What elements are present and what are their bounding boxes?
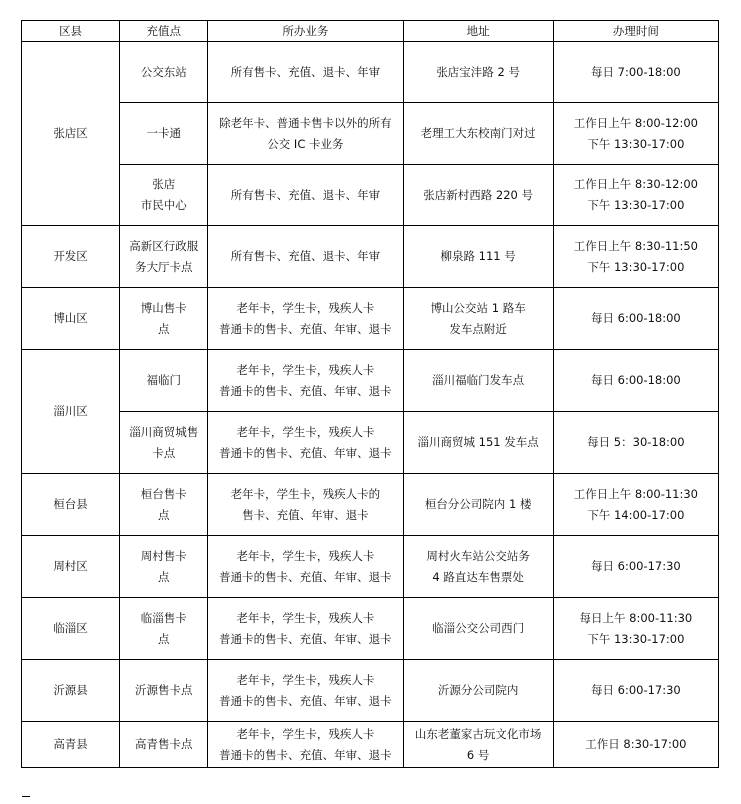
hours-cell-line: 下午 13:30-17:00 — [587, 631, 685, 646]
point-cell-line: 务大厅卡点 — [134, 259, 193, 274]
address-cell — [403, 412, 553, 474]
business-cell-line: 普通卡的售卡、充值、年审、退卡 — [219, 631, 392, 646]
hours-cell-line: 每日 5：30-18:00 — [587, 435, 685, 449]
table-body — [22, 42, 719, 768]
hours-cell — [553, 474, 718, 536]
address-cell-line: 张店宝沣路 2 号 — [436, 64, 520, 79]
hours-cell-line: 每日 6:00-17:30 — [590, 559, 681, 573]
table-row — [22, 536, 719, 598]
hours-cell-line: 每日上午 8:00-11:30 — [579, 610, 693, 625]
point-cell — [120, 165, 208, 226]
district-cell: 开发区 — [22, 226, 120, 288]
point-cell-line: 淄川商贸城售 — [129, 424, 199, 439]
hours-cell-line: 工作日 8:30-17:00 — [585, 737, 687, 751]
address-cell — [403, 350, 553, 412]
business-cell-line: 所有售卡、充值、退卡、年审 — [230, 249, 381, 263]
point-cell — [120, 288, 208, 350]
business-cell — [208, 103, 403, 165]
hours-cell — [553, 226, 718, 288]
point-cell — [120, 42, 208, 103]
point-cell — [120, 350, 208, 412]
business-cell-line: 老年卡，学生卡，残疾人卡 — [236, 362, 375, 377]
hours-cell — [553, 350, 718, 412]
business-cell-line: 所有售卡、充值、退卡、年审 — [230, 64, 381, 79]
hours-cell — [553, 412, 718, 474]
business-cell-line: 老年卡，学生卡，残疾人卡 — [236, 548, 375, 563]
business-cell-line: 普通卡的售卡、充值、年审、退卡 — [219, 383, 392, 398]
address-cell-line: 张店新村西路 220 号 — [423, 187, 534, 202]
district-cell: 沂源县 — [22, 660, 120, 722]
business-cell — [208, 42, 403, 103]
point-cell-line: 卡点 — [152, 445, 176, 460]
business-cell-line: 老年卡，学生卡，残疾人卡 — [236, 424, 375, 439]
table-row — [22, 226, 719, 288]
business-cell — [208, 474, 403, 536]
hours-cell — [553, 660, 718, 722]
business-cell-line: 售卡、充值、年审、退卡 — [242, 507, 369, 522]
point-cell-line: 点 — [157, 321, 170, 336]
business-cell-line: 除老年卡、普通卡售卡以外的所有 — [219, 115, 392, 130]
district-cell: 张店区 — [22, 42, 120, 226]
table-row — [22, 350, 719, 412]
hours-cell — [553, 42, 718, 103]
point-cell — [120, 412, 208, 474]
point-cell-line: 公交东站 — [140, 64, 187, 79]
business-cell — [208, 226, 403, 288]
hours-cell — [553, 103, 718, 165]
table-row — [22, 412, 719, 474]
business-cell — [208, 288, 403, 350]
page-corner-mark — [22, 796, 30, 797]
address-cell — [403, 103, 553, 165]
address-cell-line: 周村火车站公交站务 — [426, 548, 530, 563]
address-cell-line: 山东老董家古玩文化市场 — [414, 726, 542, 741]
business-cell-line: 老年卡，学生卡，残疾人卡 — [236, 672, 375, 687]
business-cell-line: 老年卡，学生卡，残疾人卡的 — [230, 486, 381, 501]
table-row — [22, 103, 719, 165]
header-point: 充值点 — [120, 21, 208, 42]
address-cell-line: 沂源分公司院内 — [437, 683, 519, 697]
hours-cell-line: 每日 6:00-18:00 — [590, 311, 681, 325]
business-cell-line: 普通卡的售卡、充值、年审、退卡 — [219, 693, 392, 708]
hours-cell-line: 工作日上午 8:00-12:00 — [573, 115, 698, 130]
point-cell-line: 点 — [157, 569, 170, 584]
address-cell — [403, 536, 553, 598]
business-cell — [208, 660, 403, 722]
point-cell-line: 沂源售卡点 — [134, 683, 193, 697]
point-cell-line: 点 — [157, 507, 170, 522]
table-row — [22, 165, 719, 226]
point-cell-line: 福临门 — [146, 373, 181, 387]
point-cell — [120, 722, 208, 768]
header-row — [22, 21, 719, 42]
point-cell-line: 博山售卡 — [140, 300, 187, 315]
business-cell-line: 普通卡的售卡、充值、年审、退卡 — [219, 445, 392, 460]
point-cell-line: 桓台售卡 — [140, 486, 187, 501]
district-cell: 临淄区 — [22, 598, 120, 660]
address-cell-line: 柳泉路 111 号 — [440, 249, 516, 263]
point-cell-line: 周村售卡 — [140, 548, 187, 563]
business-cell — [208, 598, 403, 660]
point-cell-line: 一卡通 — [146, 126, 181, 140]
address-cell — [403, 598, 553, 660]
point-cell — [120, 226, 208, 288]
hours-cell — [553, 722, 718, 768]
hours-cell-line: 工作日上午 8:30-12:00 — [573, 177, 698, 191]
hours-cell-line: 每日 7:00-18:00 — [590, 64, 681, 79]
address-cell-line: 临淄公交公司西门 — [432, 621, 525, 635]
table-row — [22, 722, 719, 768]
point-cell-line: 点 — [157, 631, 170, 646]
business-cell-line: 老年卡，学生卡，残疾人卡 — [236, 300, 375, 315]
address-cell-line: 淄川商贸城 151 发车点 — [417, 435, 539, 449]
address-cell — [403, 722, 553, 768]
address-cell — [403, 42, 553, 103]
header-district: 区县 — [22, 21, 120, 42]
business-cell-line: 普通卡的售卡、充值、年审、退卡 — [219, 747, 392, 762]
hours-cell — [553, 288, 718, 350]
district-cell: 博山区 — [22, 288, 120, 350]
address-cell — [403, 226, 553, 288]
address-cell-line: 发车点附近 — [449, 321, 507, 336]
business-cell-line: 所有售卡、充值、退卡、年审 — [230, 187, 381, 202]
hours-cell-line: 每日 6:00-18:00 — [590, 373, 681, 387]
table-row — [22, 660, 719, 722]
header-hours: 办理时间 — [553, 21, 718, 42]
address-cell-line: 博山公交站 1 路车 — [430, 300, 526, 315]
address-cell-line: 老理工大东校南门对过 — [420, 126, 536, 140]
business-cell-line: 老年卡，学生卡，残疾人卡 — [236, 610, 375, 625]
hours-cell-line: 下午 13:30-17:00 — [587, 198, 685, 212]
hours-cell — [553, 536, 718, 598]
point-cell-line: 市民中心 — [140, 198, 187, 212]
hours-cell-line: 下午 13:30-17:00 — [587, 259, 685, 274]
hours-cell — [553, 598, 718, 660]
district-cell: 桓台县 — [22, 474, 120, 536]
business-cell — [208, 722, 403, 768]
hours-cell-line: 下午 14:00-17:00 — [587, 507, 685, 522]
business-cell-line: 公交 IC 卡业务 — [267, 136, 344, 151]
header-business: 所办业务 — [208, 21, 403, 42]
table-row — [22, 598, 719, 660]
point-cell-line: 临淄售卡 — [140, 610, 187, 625]
service-points-table — [21, 20, 719, 768]
header-address: 地址 — [403, 21, 553, 42]
business-cell-line: 老年卡，学生卡，残疾人卡 — [236, 726, 375, 741]
hours-cell-line: 工作日上午 8:00-11:30 — [573, 486, 698, 501]
hours-cell — [553, 165, 718, 226]
address-cell — [403, 165, 553, 226]
table-row — [22, 288, 719, 350]
business-cell — [208, 350, 403, 412]
address-cell — [403, 288, 553, 350]
district-cell: 淄川区 — [22, 350, 120, 474]
business-cell-line: 普通卡的售卡、充值、年审、退卡 — [219, 569, 392, 584]
business-cell — [208, 536, 403, 598]
address-cell-line: 桓台分公司院内 1 楼 — [424, 497, 532, 511]
hours-cell-line: 工作日上午 8:30-11:50 — [573, 238, 698, 253]
point-cell — [120, 598, 208, 660]
address-cell — [403, 660, 553, 722]
point-cell — [120, 103, 208, 165]
point-cell-line: 张店 — [152, 177, 176, 191]
point-cell-line: 高青售卡点 — [134, 737, 193, 751]
table-row — [22, 474, 719, 536]
business-cell — [208, 165, 403, 226]
business-cell-line: 普通卡的售卡、充值、年审、退卡 — [219, 321, 392, 336]
district-cell: 周村区 — [22, 536, 120, 598]
hours-cell-line: 每日 6:00-17:30 — [590, 683, 681, 697]
point-cell — [120, 536, 208, 598]
district-cell: 高青县 — [22, 722, 120, 768]
hours-cell-line: 下午 13:30-17:00 — [587, 136, 685, 151]
address-cell-line: 6 号 — [466, 747, 490, 762]
address-cell-line: 4 路直达车售票处 — [432, 569, 524, 584]
table-row — [22, 42, 719, 103]
point-cell — [120, 474, 208, 536]
point-cell — [120, 660, 208, 722]
business-cell — [208, 412, 403, 474]
address-cell-line: 淄川福临门发车点 — [432, 373, 525, 387]
address-cell — [403, 474, 553, 536]
point-cell-line: 高新区行政服 — [129, 238, 199, 253]
